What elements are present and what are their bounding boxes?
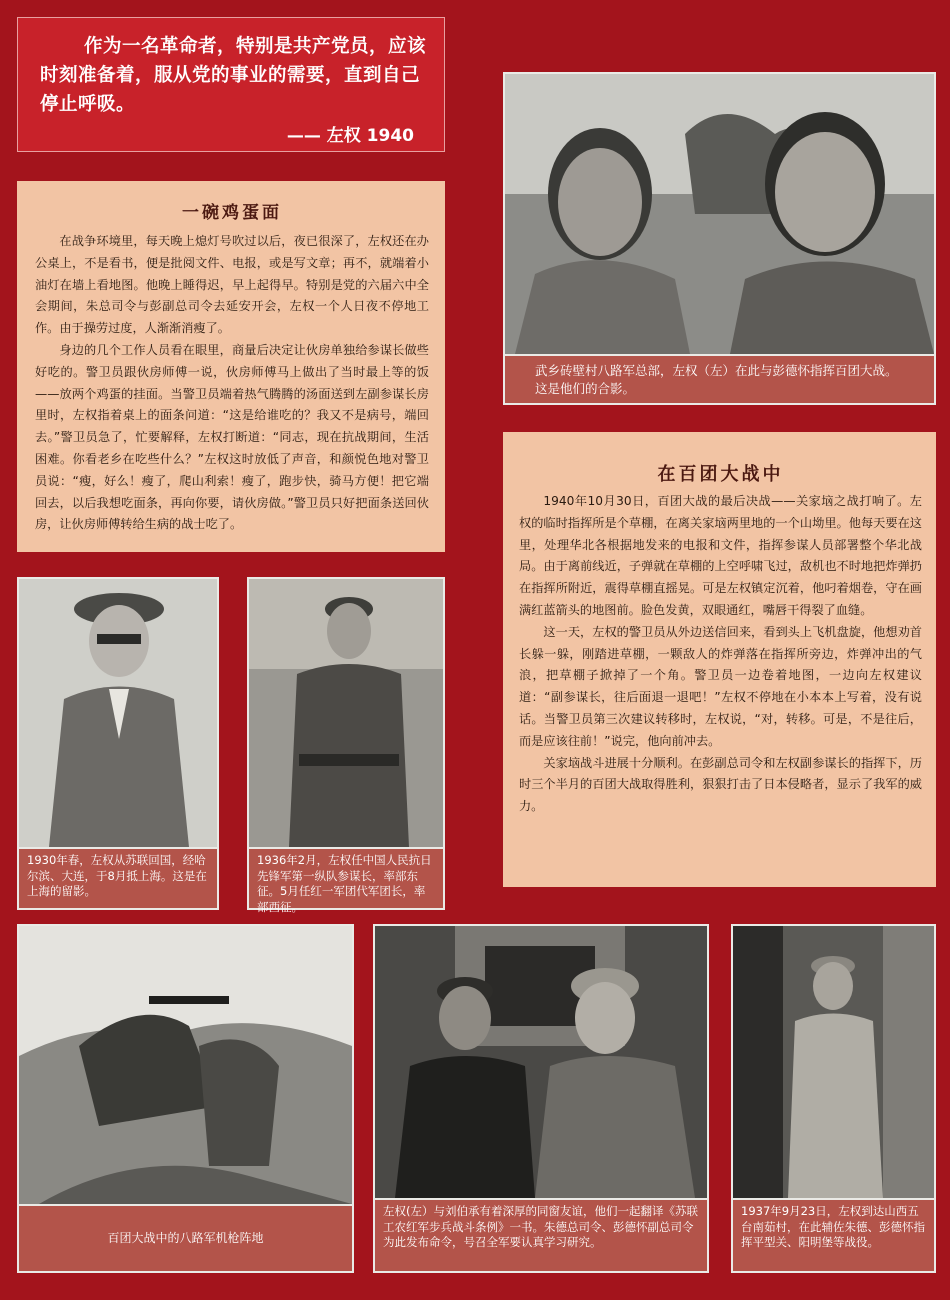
machinegun-image xyxy=(19,926,352,1204)
story-egg-noodles-paragraph: 身边的几个工作人员看在眼里，商量后决定让伙房单独给参谋长做些好吃的。警卫员跟伙房师傅一说，伙房师傅马上做出了当时最上等的饭——放两个鸡蛋的挂面。当警卫员端着热气腾腾的汤面送到左副参谋长房里时，左权指着桌上的面条问道：“这是给谁吃的？我又不是病号，端回去。”警卫员急了，忙要解释，左权打断道：“同志，现在抗战期间，生活困难。你看老乡在吃些什么？”左权这时放低了声音，和颜悦色地对警卫员说：“瘦，好么！瘦了，爬山利索！瘦了，跑步快，骑马方便！把它端回去，以后我想吃面条，再向你要，请伙房做。”警卫员只好把面条送回伙房，让伙房师傅转给生病的战士吃了。 xyxy=(35,342,429,532)
caption-taishan-text: 1937年9月23日，左权到达山西五台南茹村，在此辅佐朱德、彭德怀指挥平型关、阳明堡等战役。 xyxy=(741,1204,925,1249)
story-hundred-regiments-title: 在百团大战中 xyxy=(657,464,784,485)
story-egg-noodles-title: 一碗鸡蛋面 xyxy=(182,203,282,223)
portrait-soldier-image xyxy=(249,579,443,847)
photo-frame-shanghai xyxy=(17,577,219,910)
story-hundred-regiments xyxy=(503,432,936,887)
story-hundred-regiments-paragraph: 关家垴战斗进展十分顺利。在彭副总司令和左权副参谋长的指挥下，历时三个半月的百团大战取得胜利，狠狠打击了日本侵略者，显示了我军的威力。 xyxy=(519,755,922,814)
caption-machinegun-text: 百团大战中的八路军机枪阵地 xyxy=(107,1230,264,1245)
photo-zuoquan-pengdehuai xyxy=(505,74,934,354)
photo-frame-1936 xyxy=(247,577,445,914)
story-egg-noodles xyxy=(17,181,445,552)
quote-box xyxy=(17,17,445,152)
photo-frame-taishan xyxy=(731,924,936,1273)
caption-taishan xyxy=(733,1200,934,1271)
caption-1936-text: 1936年2月，左权任中国人民抗日先锋军第一纵队参谋长，率部东征。5月任红一军团代军团长，率部西征。 xyxy=(257,853,432,914)
photo-frame-liubocheng xyxy=(373,924,709,1273)
portrait-shanghai-image xyxy=(19,579,217,847)
story-hundred-regiments-paragraph: 1940年10月30日，百团大战的最后决战——关家垴之战打响了。左权的临时指挥所是个草棚，在离关家垴两里地的一个山坳里。他每天要在这里，处理华北各根据地发来的电报和文件，指挥参谋人员部署整个华北战局。由于离前线近，子弹就在草棚的上空呼啸飞过，敌机也不时地把炸弹扔在指挥所附近，震得草棚直摇晃。可是左权镇定沉着，他叼着烟卷，守在画满红蓝箭头的地图前。脸色发黄，双眼通红，嘴唇干得裂了血缝。 xyxy=(519,494,922,617)
photo-frame-wuxiang xyxy=(503,72,936,405)
caption-wuxiang-text: 武乡砖壁村八路军总部，左权（左）在此与彭德怀指挥百团大战。这是他们的合影。 xyxy=(535,363,898,396)
wutai-image xyxy=(733,926,934,1198)
photo-zuoquan-liubocheng xyxy=(375,926,707,1198)
caption-liubocheng-text: 左权(左）与刘伯承有着深厚的同窗友谊，他们一起翻译《苏联工农红军步兵战斗条例》一书。朱德总司令、彭德怀副总司令为此发布命令，号召全军要认真学习研究。 xyxy=(383,1204,698,1249)
quote-text: 作为一名革命者，特别是共产党员，应该时刻准备着，服从党的事业的需要，直到自己停止呼吸。 xyxy=(40,36,427,115)
caption-shanghai-text: 1930年春，左权从苏联回国，经哈尔滨、大连，于8月抵上海。这是在上海的留影。 xyxy=(27,853,207,898)
caption-wuxiang xyxy=(505,356,934,403)
photo-1936-eastern-expedition xyxy=(249,579,443,847)
story-hundred-regiments-paragraph: 这一天，左权的警卫员从外边送信回来，看到头上飞机盘旋，他想劝首长躲一躲，刚踏进草棚，一颗敌人的炸弹落在指挥所旁边，炸弹冲出的气浪，把草棚子掀掉了一个角。警卫员一边卷着地图，一边向左权建议道：“副参谋长，往后面退一退吧！”左权不停地在小本本上写着，没有说话。当警卫员第三次建议转移时，左权说，“对，转移。可是，不是往后，而是应该往前！”说完，他向前冲去。 xyxy=(519,624,922,748)
caption-1936 xyxy=(249,849,443,914)
caption-liubocheng xyxy=(375,1200,707,1271)
portrait-pair-image xyxy=(505,74,934,354)
story-egg-noodles-paragraph: 在战争环境里，每天晚上熄灯号吹过以后，夜已很深了，左权还在办公桌上，不是看书，便是批阅文件、电报，或是写文章；再不，就端着小油灯在墙上看地图。他晚上睡得迟，早上起得早。特别是党的六届六中全会期间，朱总司令与彭副总司令去延安开会，左权一个人日夜不停地工作。由于操劳过度，人渐渐消瘦了。 xyxy=(35,234,429,336)
caption-machinegun xyxy=(19,1206,352,1271)
photo-frame-machinegun xyxy=(17,924,354,1273)
caption-shanghai xyxy=(19,849,217,908)
photo-1937-wutai xyxy=(733,926,934,1198)
photo-shanghai-1930 xyxy=(19,579,217,847)
liubocheng-image xyxy=(375,926,707,1198)
photo-machinegun-position xyxy=(19,926,352,1204)
quote-author: —— 左权 1940 xyxy=(286,126,414,146)
